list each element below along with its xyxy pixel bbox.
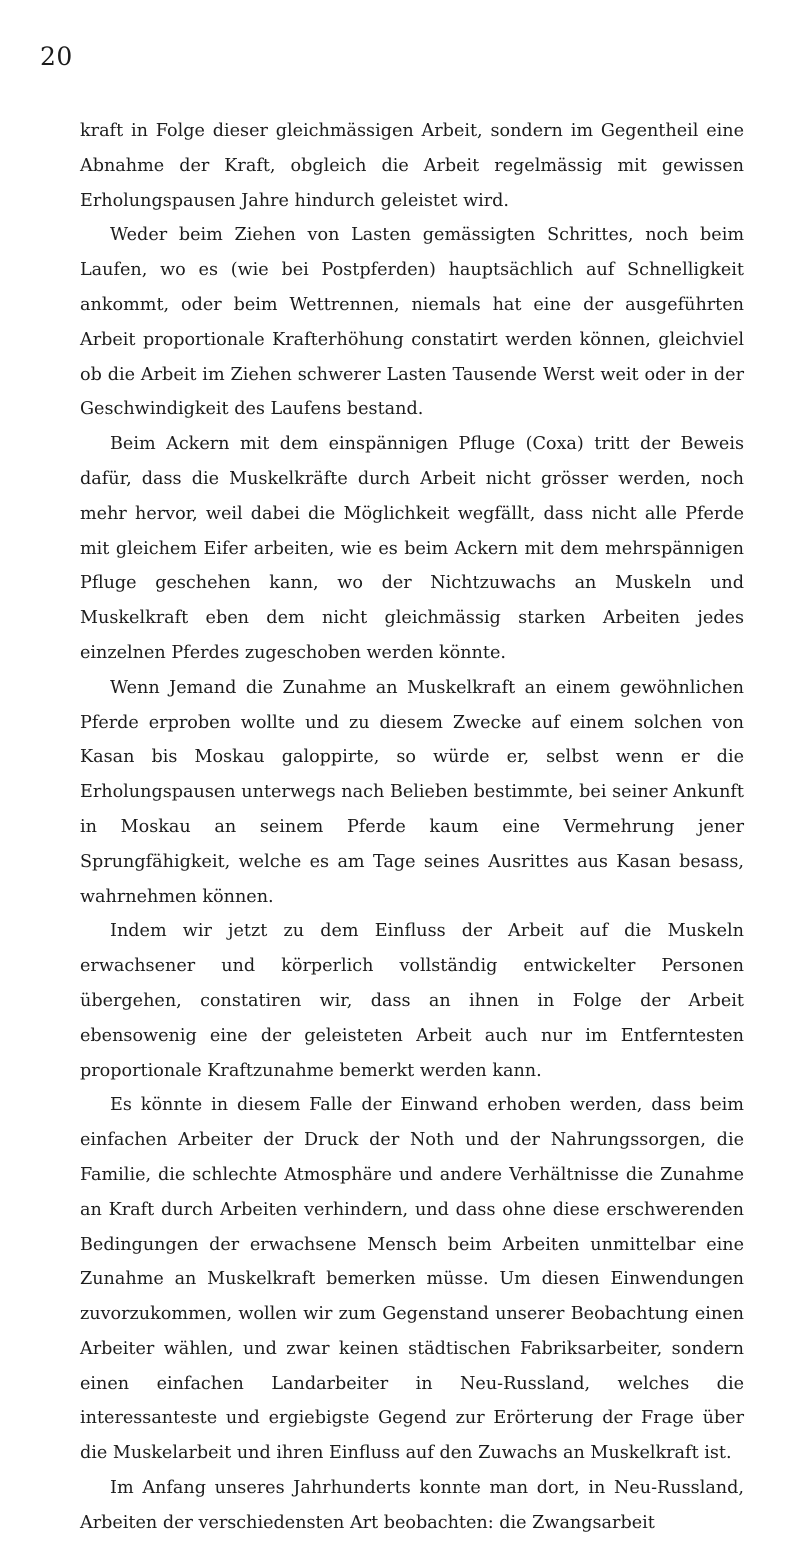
body-text <box>80 114 744 1541</box>
paragraph: Es könnte in diesem Falle der Einwand erhoben werden, dass beim einfachen Arbeiter der Druck der Noth und der Nahrungssorgen, die Familie, die schlechte Atmosphäre und andere Verhältnisse die Zunahme an Kraft durch Arbeiten verhindern, und dass ohne diese erschwerenden Bedingungen der erwachsene Mensch beim Arbeiten unmittelbar eine Zunahme an Muskelkraft bemerken müsse. Um diesen Einwendungen zuvorzukommen, wollen wir zum Gegenstand unserer Beobachtung einen Arbeiter wählen, und zwar keinen städtischen Fabriksarbeiter, sondern einen einfachen Landarbeiter in Neu-Russland, welches die interessanteste und ergiebigste Gegend zur Erörterung der Frage über die Muskelarbeit und ihren Einfluss auf den Zuwachs an Muskelkraft ist. <box>80 1095 744 1464</box>
paragraph: Weder beim Ziehen von Lasten gemässigten Schrittes, noch beim Laufen, wo es (wie bei Postpferden) hauptsächlich auf Schnelligkeit ankommt, oder beim Wettrennen, niemals hat eine der ausgeführten Arbeit proportionale Krafterhöhung constatirt werden können, gleichviel ob die Arbeit im Ziehen schwerer Lasten Tausende Werst weit oder in der Geschwindigkeit des Laufens bestand. <box>80 225 744 420</box>
page-number: 20 <box>40 42 73 71</box>
paragraph: Wenn Jemand die Zunahme an Muskelkraft an einem gewöhnlichen Pferde erproben wollte und zu diesem Zwecke auf einem solchen von Kasan bis Moskau galoppirte, so würde er, selbst wenn er die Erholungspausen unterwegs nach Belieben bestimmte, bei seiner Ankunft in Moskau an seinem Pferde kaum eine Vermehrung jener Sprungfähigkeit, welche es am Tage seines Ausrittes aus Kasan besass, wahrnehmen können. <box>80 677 744 907</box>
paragraph: Beim Ackern mit dem einspännigen Pfluge (Coxa) tritt der Beweis dafür, dass die Muskelkräfte durch Arbeit nicht grösser werden, noch mehr hervor, weil dabei die Möglichkeit wegfällt, dass nicht alle Pferde mit gleichem Eifer arbeiten, wie es beim Ackern mit dem mehrspännigen Pfluge geschehen kann, wo der Nichtzuwachs an Muskeln und Muskelkraft eben dem nicht gleichmässig starken Arbeiten jedes einzelnen Pferdes zugeschoben werden könnte. <box>80 434 744 663</box>
paragraph: Indem wir jetzt zu dem Einfluss der Arbeit auf die Muskeln erwachsener und körperlich vollständig entwickelter Personen übergehen, constatiren wir, dass an ihnen in Folge der Arbeit ebensowenig eine der geleisteten Arbeit auch nur im Entferntesten proportionale Kraftzunahme bemerkt werden kann. <box>80 921 744 1081</box>
paragraph: Im Anfang unseres Jahrhunderts konnte man dort, in Neu-Russland, Arbeiten der verschiedensten Art beobachten: die Zwangsarbeit <box>80 1478 744 1533</box>
paragraph-continuation: kraft in Folge dieser gleichmässigen Arbeit, sondern im Gegentheil eine Abnahme der Kraft, obgleich die Arbeit regelmässig mit gewissen Erholungspausen Jahre hindurch geleistet wird. <box>80 121 744 211</box>
